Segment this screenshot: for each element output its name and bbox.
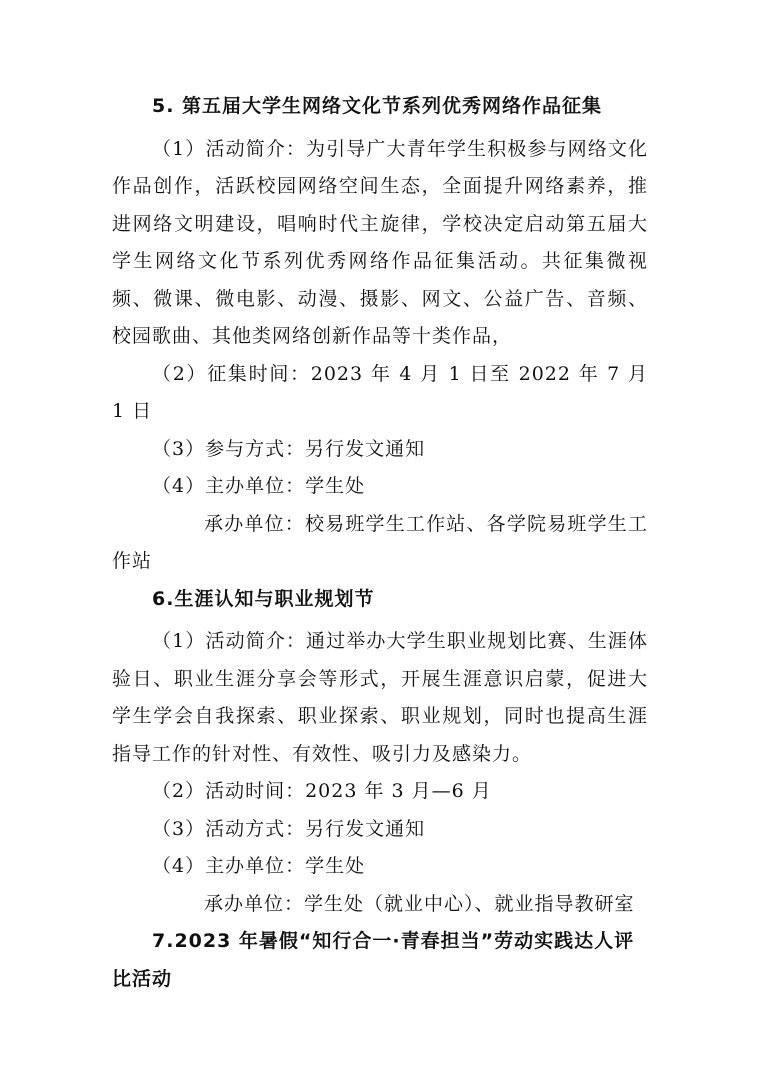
section-7-heading: 7.2023 年暑假“知行合一·青春担当”劳动实践达人评比活动 [112, 930, 635, 990]
section-6-heading: 6.生涯认知与职业规划节 [152, 587, 375, 610]
document-body [112, 88, 648, 998]
section-5-intro: （1）活动简介：为引导广大青年学生积极参与网络文化作品创作，活跃校园网络空间生态，全面提升网络素养，推进网络文明建设，唱响时代主旋律，学校决定启动第五届大学生网络文化节系列优秀网络作品征集活动。共征集微视频、微课、微电影、动漫、摄影、网文、公益广告、音频、校园歌曲、其他类网络创新作品等十类作品， [112, 137, 648, 347]
section-5-organizer: 承办单位：校易班学生工作站、各学院易班学生工作站 [112, 512, 648, 572]
section-6-time: （2）活动时间：2023 年 3 月—6 月 [152, 780, 492, 802]
section-5-host: （4）主办单位：学生处 [152, 475, 366, 497]
section-5-heading: 5. 第五届大学生网络文化节系列优秀网络作品征集 [152, 95, 603, 117]
section-6-method: （3）活动方式：另行发文通知 [152, 817, 426, 840]
section-6-host: （4）主办单位：学生处 [152, 855, 366, 877]
section-5-time: （2）征集时间：2023 年 4 月 1 日至 2022 年 7 月 1 日 [112, 362, 648, 422]
section-6-intro: （1）活动简介：通过举办大学生职业规划比赛、生涯体验日、职业生涯分享会等形式，开展生涯意识启蒙，促进大学生学会自我探索、职业探索、职业规划，同时也提高生涯指导工作的针对性、有效性、吸引力及感染力。 [112, 630, 648, 765]
section-6-organizer: 承办单位：学生处（就业中心）、就业指导教研室 [204, 892, 635, 915]
section-5-method: （3）参与方式：另行发文通知 [152, 437, 426, 460]
